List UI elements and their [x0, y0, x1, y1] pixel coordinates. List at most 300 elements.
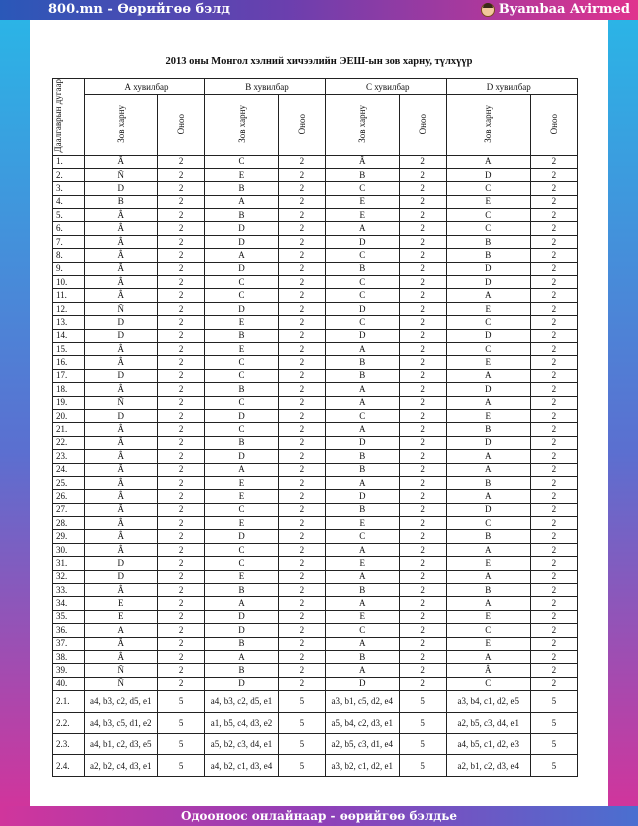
answer-cell: А: [326, 423, 400, 436]
score-cell: 2: [399, 490, 446, 503]
table-row: [53, 209, 578, 222]
score-cell: 2: [278, 584, 325, 597]
score-cell: 2: [530, 610, 577, 623]
answer-cell: В: [205, 383, 279, 396]
score-cell: 2: [530, 557, 577, 570]
answer-cell: А: [84, 624, 158, 637]
answer-cell: D: [84, 557, 158, 570]
answer-cell: D: [446, 436, 530, 449]
score-cell: 2: [158, 503, 205, 516]
answer-cell: Е: [205, 168, 279, 181]
task-number-cell: 9.: [53, 262, 85, 275]
answer-cell: Е: [84, 597, 158, 610]
answer-cell: Â: [84, 423, 158, 436]
answer-cell: С: [446, 342, 530, 355]
answer-cell: А: [446, 450, 530, 463]
answer-cell: А: [205, 463, 279, 476]
score-cell: 2: [530, 490, 577, 503]
score-cell: 2: [399, 664, 446, 677]
score-cell: 2: [399, 610, 446, 623]
answer-cell: Â: [84, 490, 158, 503]
answer-cell: Е: [446, 557, 530, 570]
score-cell: 2: [278, 463, 325, 476]
answer-cell: С: [205, 557, 279, 570]
right-decor-bar: [608, 20, 638, 806]
score-cell: 5: [399, 691, 446, 712]
score-cell: 2: [399, 369, 446, 382]
table-row: [53, 249, 578, 262]
score-cell: 2: [399, 557, 446, 570]
answer-cell: D: [326, 490, 400, 503]
score-cell: 2: [278, 369, 325, 382]
score-cell: 2: [530, 637, 577, 650]
score-cell: 2: [278, 650, 325, 663]
score-cell: 2: [158, 369, 205, 382]
score-cell: 2: [278, 383, 325, 396]
answer-cell: С: [446, 182, 530, 195]
task-number-cell: 28.: [53, 517, 85, 530]
answer-cell: Â: [84, 383, 158, 396]
answer-cell: В: [446, 530, 530, 543]
variant-a-header: А хувилбар: [84, 79, 205, 95]
table-row: [53, 182, 578, 195]
score-cell: 2: [530, 396, 577, 409]
answer-cell: А: [326, 396, 400, 409]
table-row: [53, 712, 578, 733]
task-number-cell: 35.: [53, 610, 85, 623]
score-cell: 2: [530, 650, 577, 663]
score-cell: 2: [399, 463, 446, 476]
table-row: [53, 262, 578, 275]
score-cell: 2: [530, 543, 577, 556]
score-cell: 5: [278, 733, 325, 754]
score-cell: 2: [530, 409, 577, 422]
task-number-cell: 37.: [53, 637, 85, 650]
answer-cell: D: [446, 276, 530, 289]
score-cell: 2: [530, 517, 577, 530]
score-cell: 2: [278, 222, 325, 235]
score-cell: 2: [278, 262, 325, 275]
score-cell: 2: [158, 383, 205, 396]
table-row: [53, 342, 578, 355]
answer-cell: D: [205, 677, 279, 690]
answer-cell: В: [205, 436, 279, 449]
task-number-cell: 10.: [53, 276, 85, 289]
table-row: [53, 302, 578, 315]
table-row: [53, 755, 578, 776]
score-cell: 2: [399, 195, 446, 208]
answer-cell: В: [446, 249, 530, 262]
answer-cell: А: [446, 490, 530, 503]
answer-cell: А: [205, 597, 279, 610]
avatar-icon: [481, 3, 495, 17]
answer-cell: a4, b3, c5, d1, e2: [84, 712, 158, 733]
answer-cell: Â: [84, 289, 158, 302]
task-number-cell: 13.: [53, 316, 85, 329]
table-row: [53, 476, 578, 489]
score-cell: 2: [278, 436, 325, 449]
answer-cell: С: [446, 624, 530, 637]
score-cell: 2: [278, 557, 325, 570]
score-cell: 2: [278, 155, 325, 168]
score-cell: 2: [399, 342, 446, 355]
score-cell: 2: [530, 289, 577, 302]
score-cell: 2: [530, 342, 577, 355]
score-cell: 2: [158, 316, 205, 329]
score-cell: 2: [278, 543, 325, 556]
site-title[interactable]: 800.mn - Өөрийгөө бэлд: [48, 2, 230, 17]
answer-cell: Е: [446, 637, 530, 650]
top-banner: [0, 0, 638, 20]
table-row: [53, 570, 578, 583]
answer-cell: D: [326, 235, 400, 248]
answer-cell: Е: [326, 517, 400, 530]
answer-cell: А: [326, 383, 400, 396]
answer-cell: Â: [84, 530, 158, 543]
answer-cell: С: [446, 517, 530, 530]
score-cell: 2: [278, 356, 325, 369]
answer-cell: А: [446, 597, 530, 610]
answer-cell: a5, b4, c2, d3, e1: [326, 712, 400, 733]
score-cell: 2: [278, 168, 325, 181]
answer-cell: Â: [84, 262, 158, 275]
score-cell: 2: [530, 195, 577, 208]
score-cell: 2: [530, 597, 577, 610]
answer-cell: Â: [84, 436, 158, 449]
score-cell: 2: [158, 329, 205, 342]
score-cell: 2: [158, 543, 205, 556]
score-cell: 2: [399, 182, 446, 195]
answer-cell: D: [446, 503, 530, 516]
score-cell: 2: [278, 423, 325, 436]
score-cell: 2: [399, 503, 446, 516]
table-row: [53, 624, 578, 637]
score-cell: 2: [399, 517, 446, 530]
score-col-label: Оноо: [296, 113, 307, 135]
table-row: [53, 584, 578, 597]
task-number-cell: 29.: [53, 530, 85, 543]
task-number-cell: 33.: [53, 584, 85, 597]
task-number-cell: 20.: [53, 409, 85, 422]
answer-cell: В: [446, 235, 530, 248]
answer-cell: a4, b3, c2, d5, e1: [84, 691, 158, 712]
score-cell: 2: [158, 423, 205, 436]
answer-cell: Е: [205, 476, 279, 489]
answer-cell: D: [446, 383, 530, 396]
score-cell: 2: [278, 329, 325, 342]
answer-cell: С: [205, 289, 279, 302]
answer-cell: Â: [84, 476, 158, 489]
score-cell: 2: [278, 597, 325, 610]
score-cell: 2: [530, 235, 577, 248]
answer-cell: Е: [446, 610, 530, 623]
score-cell: 2: [399, 570, 446, 583]
answer-cell: С: [326, 624, 400, 637]
answer-cell: В: [205, 664, 279, 677]
answer-cell: D: [326, 436, 400, 449]
score-cell: 2: [278, 490, 325, 503]
table-row: [53, 650, 578, 663]
score-cell: 2: [399, 423, 446, 436]
task-number-cell: 2.2.: [53, 712, 85, 733]
task-number-cell: 24.: [53, 463, 85, 476]
score-cell: 2: [399, 450, 446, 463]
score-cell: 2: [278, 276, 325, 289]
score-cell: 2: [278, 342, 325, 355]
score-cell: 2: [530, 463, 577, 476]
answer-cell: В: [205, 182, 279, 195]
answer-cell: С: [326, 182, 400, 195]
answer-cell: Е: [326, 557, 400, 570]
answer-cell: Е: [205, 570, 279, 583]
score-cell: 2: [158, 182, 205, 195]
answer-cell: Ñ: [84, 677, 158, 690]
answer-cell: D: [205, 530, 279, 543]
table-row: [53, 490, 578, 503]
answer-cell: Ñ: [84, 396, 158, 409]
task-number-cell: 11.: [53, 289, 85, 302]
answer-cell: a3, b1, c5, d2, e4: [326, 691, 400, 712]
answer-cell: Â: [446, 664, 530, 677]
score-cell: 2: [530, 530, 577, 543]
answer-cell: В: [326, 369, 400, 382]
table-row: [53, 610, 578, 623]
score-cell: 2: [158, 302, 205, 315]
score-cell: 2: [158, 342, 205, 355]
score-cell: 2: [530, 209, 577, 222]
score-cell: 5: [158, 755, 205, 776]
answer-cell: В: [326, 463, 400, 476]
answer-cell: D: [205, 409, 279, 422]
answer-cell: D: [205, 610, 279, 623]
table-row: [53, 557, 578, 570]
score-cell: 2: [278, 570, 325, 583]
author-badge[interactable]: [481, 2, 630, 17]
answer-cell: С: [326, 409, 400, 422]
score-cell: 2: [530, 316, 577, 329]
answer-cell: D: [446, 329, 530, 342]
answer-cell: Â: [84, 342, 158, 355]
score-cell: 2: [158, 222, 205, 235]
answer-cell: В: [446, 423, 530, 436]
answer-cell: D: [205, 302, 279, 315]
score-cell: 2: [399, 235, 446, 248]
score-cell: 2: [399, 677, 446, 690]
score-cell: 2: [399, 222, 446, 235]
score-cell: 2: [530, 302, 577, 315]
answer-cell: А: [446, 463, 530, 476]
answer-cell: a2, b2, c4, d3, e1: [84, 755, 158, 776]
answer-cell: D: [205, 624, 279, 637]
score-cell: 2: [530, 249, 577, 262]
table-row: [53, 450, 578, 463]
score-cell: 2: [158, 557, 205, 570]
answer-cell: a2, b5, c3, d4, e1: [446, 712, 530, 733]
answer-cell: Â: [84, 356, 158, 369]
score-cell: 5: [399, 733, 446, 754]
score-col-header: [278, 95, 325, 155]
score-cell: 2: [158, 530, 205, 543]
document-title: 2013 оны Монгол хэлний хичээлийн ЭЕШ-ын зов харну, түлхүүр: [165, 56, 473, 67]
answer-cell: Е: [446, 195, 530, 208]
score-cell: 2: [530, 329, 577, 342]
score-cell: 2: [530, 423, 577, 436]
score-cell: 2: [399, 530, 446, 543]
answer-cell: А: [205, 249, 279, 262]
task-number-cell: 22.: [53, 436, 85, 449]
score-cell: 5: [530, 755, 577, 776]
score-cell: 2: [399, 476, 446, 489]
task-number-cell: 26.: [53, 490, 85, 503]
task-number-cell: 19.: [53, 396, 85, 409]
answer-cell: А: [326, 637, 400, 650]
answer-cell: С: [446, 209, 530, 222]
score-cell: 2: [399, 637, 446, 650]
answer-cell: С: [446, 222, 530, 235]
answer-cell: a4, b3, c2, d5, e1: [205, 691, 279, 712]
table-row: [53, 222, 578, 235]
task-number-cell: 2.3.: [53, 733, 85, 754]
score-cell: 2: [158, 463, 205, 476]
score-cell: 5: [530, 712, 577, 733]
task-number-cell: 23.: [53, 450, 85, 463]
score-cell: 2: [158, 262, 205, 275]
table-row: [53, 409, 578, 422]
task-number-cell: 15.: [53, 342, 85, 355]
answer-cell: D: [205, 262, 279, 275]
answer-cell: Â: [84, 235, 158, 248]
answer-cell: В: [326, 450, 400, 463]
score-cell: 2: [399, 383, 446, 396]
score-cell: 2: [530, 356, 577, 369]
score-cell: 2: [530, 624, 577, 637]
score-col-label: Оноо: [548, 113, 559, 135]
score-cell: 2: [399, 543, 446, 556]
score-cell: 2: [399, 168, 446, 181]
score-col-label: Оноо: [176, 113, 187, 135]
document-page: [30, 20, 608, 806]
answer-cell: С: [205, 396, 279, 409]
score-cell: 5: [158, 733, 205, 754]
answer-col-header: [84, 95, 158, 155]
task-number-cell: 7.: [53, 235, 85, 248]
score-cell: 2: [399, 276, 446, 289]
answer-cell: А: [446, 369, 530, 382]
task-number-cell: 14.: [53, 329, 85, 342]
score-col-header: [158, 95, 205, 155]
answer-cell: Е: [205, 517, 279, 530]
score-col-label: Оноо: [417, 113, 428, 135]
score-cell: 2: [530, 262, 577, 275]
score-cell: 2: [399, 329, 446, 342]
answer-cell: a1, b5, c4, d3, e2: [205, 712, 279, 733]
task-number-cell: 4.: [53, 195, 85, 208]
score-cell: 2: [278, 409, 325, 422]
answer-col-label: Зов харну: [483, 105, 494, 143]
score-col-header: [530, 95, 577, 155]
task-number-label: Даалгаврын дугаар: [53, 79, 63, 153]
table-row: [53, 316, 578, 329]
answer-cell: Â: [84, 517, 158, 530]
task-number-cell: 38.: [53, 650, 85, 663]
score-cell: 5: [399, 755, 446, 776]
table-row: [53, 530, 578, 543]
answer-cell: А: [446, 570, 530, 583]
task-number-cell: 17.: [53, 369, 85, 382]
table-row: [53, 369, 578, 382]
task-number-cell: 25.: [53, 476, 85, 489]
answer-cell: В: [84, 195, 158, 208]
score-cell: 2: [278, 517, 325, 530]
answer-cell: Â: [84, 650, 158, 663]
score-cell: 2: [530, 155, 577, 168]
answer-cell: Â: [84, 276, 158, 289]
score-cell: 2: [158, 155, 205, 168]
answer-cell: Е: [326, 195, 400, 208]
answer-cell: Е: [205, 342, 279, 355]
answer-cell: Е: [326, 209, 400, 222]
answer-cell: А: [326, 342, 400, 355]
answer-cell: Â: [84, 450, 158, 463]
score-cell: 2: [530, 369, 577, 382]
answer-cell: Â: [326, 155, 400, 168]
task-number-header: [53, 79, 85, 156]
score-cell: 2: [278, 209, 325, 222]
task-number-cell: 16.: [53, 356, 85, 369]
answer-cell: В: [446, 476, 530, 489]
answer-cell: D: [205, 222, 279, 235]
answer-cell: В: [446, 584, 530, 597]
answer-cell: В: [326, 503, 400, 516]
left-decor-bar: [0, 20, 30, 806]
score-cell: 5: [530, 733, 577, 754]
table-row: [53, 383, 578, 396]
answer-cell: А: [326, 664, 400, 677]
score-cell: 2: [158, 664, 205, 677]
answer-cell: А: [446, 396, 530, 409]
table-row: [53, 664, 578, 677]
answer-cell: a2, b1, c2, d3, e4: [446, 755, 530, 776]
answer-cell: a2, b5, c3, d1, e4: [326, 733, 400, 754]
table-row: [53, 543, 578, 556]
answer-cell: Â: [84, 249, 158, 262]
answer-cell: А: [205, 650, 279, 663]
task-number-cell: 2.1.: [53, 691, 85, 712]
score-cell: 2: [399, 209, 446, 222]
score-cell: 5: [158, 691, 205, 712]
answer-cell: В: [326, 168, 400, 181]
score-cell: 2: [399, 262, 446, 275]
score-cell: 2: [530, 276, 577, 289]
score-cell: 2: [158, 570, 205, 583]
score-cell: 2: [278, 289, 325, 302]
answer-cell: Е: [446, 356, 530, 369]
score-cell: 2: [399, 436, 446, 449]
author-name: Byambaa Avirmed: [498, 2, 630, 17]
answer-cell: D: [446, 168, 530, 181]
table-row: [53, 235, 578, 248]
answer-cell: Â: [84, 155, 158, 168]
table-row: [53, 637, 578, 650]
answer-cell: С: [326, 276, 400, 289]
task-number-cell: 12.: [53, 302, 85, 315]
answer-key-table: [52, 78, 578, 777]
score-cell: 2: [530, 222, 577, 235]
task-number-cell: 32.: [53, 570, 85, 583]
answer-cell: А: [446, 289, 530, 302]
answer-cell: D: [84, 182, 158, 195]
score-cell: 2: [158, 289, 205, 302]
